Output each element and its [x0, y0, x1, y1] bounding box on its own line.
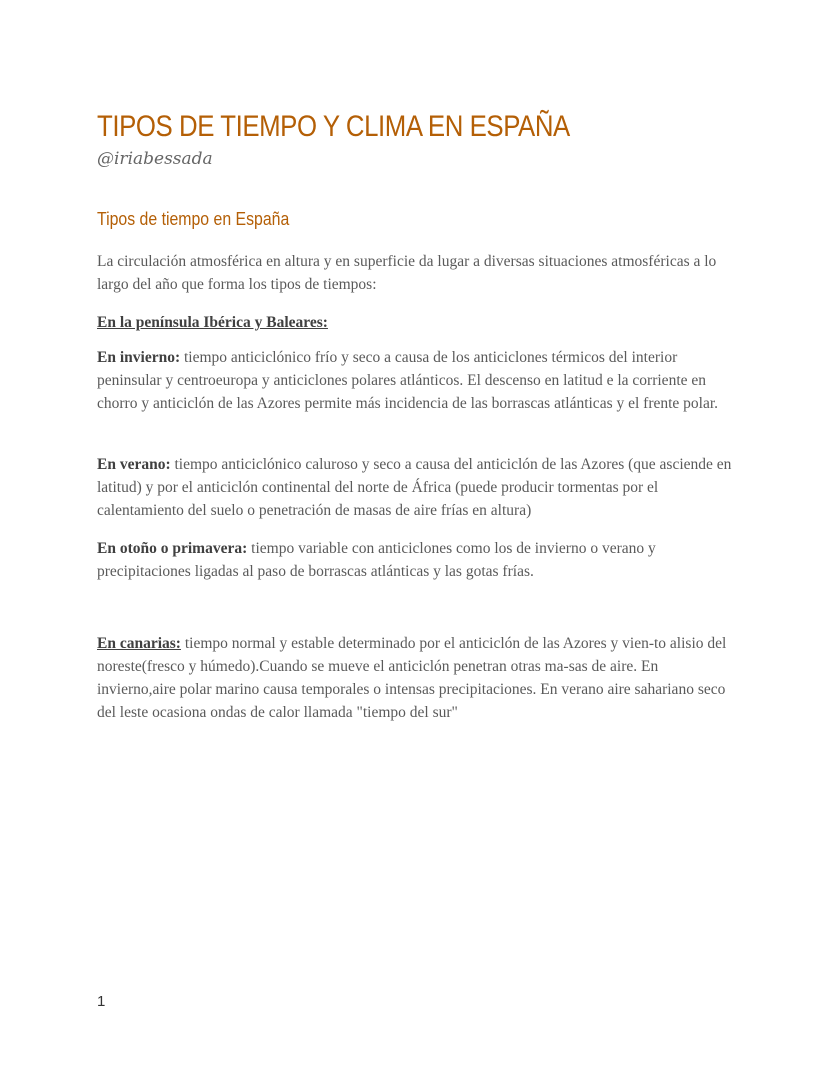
page-number: 1	[97, 993, 106, 1010]
autumn-spring-text: tiempo variable con anticiclones como los de invierno o verano y precipitaciones ligadas al paso de borrascas atlánticas y las gotas frías.	[97, 540, 656, 580]
author-handle: @iriabessada	[97, 149, 213, 169]
winter-text: tiempo anticiclónico frío y seco a causa de los anticiclones térmicos del interior peninsular y centroeuropa y anticiclones polares atlánticos. El descenso en latitud e la corriente en chorro y anticiclón de las Azores permite más incidencia de las borrascas atlánticas y el frente polar.	[97, 349, 719, 412]
document-title: TIPOS DE TIEMPO Y CLIMA EN ESPAÑA	[97, 110, 570, 143]
winter-label: En invierno:	[97, 349, 181, 366]
section-heading: Tipos de tiempo en España	[97, 209, 290, 229]
canarias-label: En canarias:	[97, 635, 181, 652]
summer-paragraph	[97, 453, 737, 522]
autumn-spring-label: En otoño o primavera:	[97, 540, 248, 557]
summer-label: En verano:	[97, 456, 171, 473]
summer-text: tiempo anticiclónico caluroso y seco a causa del anticiclón de las Azores (que asciende en latitud) y por el anticiclón continental del norte de África (puede producir tormentas por el calentamiento del suelo o penetración de masas de aire frías en altura)	[97, 456, 732, 519]
peninsula-heading: En la península Ibérica y Baleares:	[97, 314, 328, 331]
intro-paragraph: La circulación atmosférica en altura y en superficie da lugar a diversas situaciones atmosféricas a lo largo del año que forma los tipos de tiempos:	[97, 253, 717, 293]
canarias-paragraph	[97, 632, 737, 724]
peninsula-heading-paragraph	[97, 311, 737, 334]
canarias-text: tiempo normal y estable determinado por el anticiclón de las Azores y vien-to alisio del noreste(fresco y húmedo).Cuando se mueve el anticiclón penetran otras ma-sas de aire. En invierno,aire polar marino causa temporales o intensas precipitaciones. En verano aire sahariano seco del leste ocasiona ondas de calor llamada "tiempo del sur"	[97, 635, 727, 721]
winter-paragraph	[97, 346, 737, 415]
autumn-spring-paragraph	[97, 537, 737, 583]
